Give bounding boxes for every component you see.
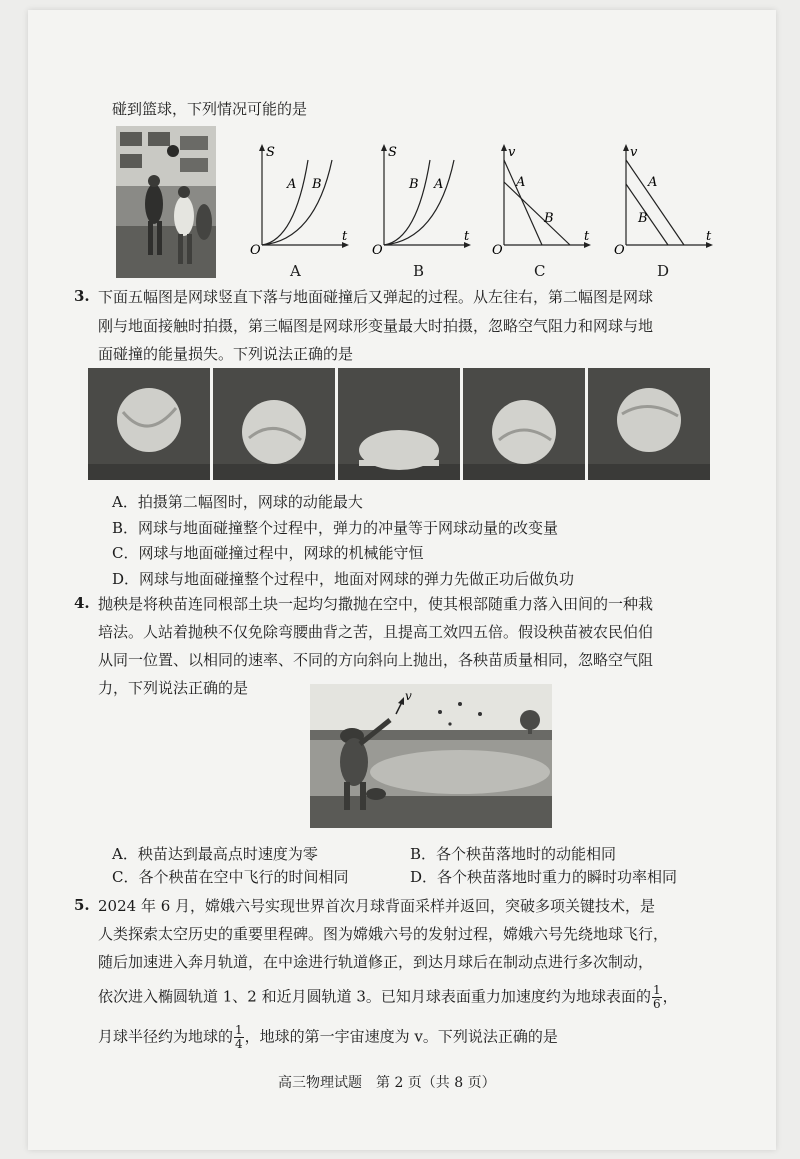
q3-option-b: B．网球与地面碰撞整个过程中，弹力的冲量等于网球动量的改变量 [112,519,559,537]
graph-c-label: C [534,262,546,280]
graph-a-axis-y: S [266,145,275,160]
photo-velocity-label: v [405,689,412,703]
q5-text-line1: 2024 年 6 月，嫦娥六号实现世界首次月球背面采样并返回，突破多项关键技术，是 [98,897,656,915]
q3-number: 3. [74,287,90,305]
q4-option-b: B．各个秧苗落地时的动能相同 [410,845,617,863]
graph-b-label: B [413,262,425,280]
q5-line5-start: 月球半径约为地球的 [98,1027,234,1046]
tennis-frame-2 [213,368,335,480]
q3-text-line2: 刚与地面接触时拍摄，第三幅图是网球形变量最大时拍摄，忽略空气阻力和网球与地 [98,317,654,335]
graph-a-axis-x: t [342,229,348,244]
q3-option-a: A．拍摄第二幅图时，网球的动能最大 [112,493,363,511]
graph-c-axis-y: v [508,145,516,160]
q3-option-d: D．网球与地面碰撞整个过程中，地面对网球的弹力先做正功后做负功 [112,570,575,588]
q4-option-c: C．各个秧苗在空中飞行的时间相同 [112,868,349,886]
fraction-one-sixth-den: 6 [652,997,661,1011]
graph-a [250,140,350,255]
graph-d-axis-y: v [630,145,638,160]
fraction-one-quarter-num: 1 [235,1023,243,1037]
graph-c [492,140,592,255]
graph-c-axis-x: t [584,229,590,244]
q4-text-line3: 从同一位置、以相同的速率、不同的方向斜向上抛出，各秧苗质量相同，忽略空气阻 [98,651,654,669]
graph-d-curve2: B [638,211,648,226]
q4-number: 4. [74,594,90,612]
q5-text-line3: 随后加速进入奔月轨道，在中途进行轨道修正，到达月球后在制动点进行多次制动， [98,953,654,971]
graph-b-axis-y: S [388,145,397,160]
graph-a-label: A [290,262,301,280]
q5-text-line5 [98,1024,558,1051]
q5-number: 5. [74,896,90,914]
graph-b-curve1: B [409,177,419,192]
q4-text-line4: 力，下列说法正确的是 [98,679,249,697]
graph-c-curve1: A [516,175,526,190]
q3-text-line3: 面碰撞的能量损失。下列说法正确的是 [98,345,354,363]
graph-b-curve2: A [434,177,444,192]
graph-b [372,140,472,255]
q5-line5-end: ，地球的第一宇宙速度为 v。下列说法正确的是 [244,1027,558,1046]
graph-a-curve2: B [312,177,322,192]
q2-tail-text: 碰到篮球，下列情况可能的是 [112,100,308,118]
q4-option-d: D．各个秧苗落地时重力的瞬时功率相同 [410,868,678,886]
fraction-one-quarter [234,1024,244,1051]
graph-d-origin: O [614,243,625,255]
graph-b-origin: O [372,243,383,255]
page-footer: 高三物理试题 第 2 页（共 8 页） [278,1075,496,1091]
tennis-frame-1 [88,368,210,480]
q4-text-line2: 培法。人站着抛秧不仅免除弯腰曲背之苦，且提高工效四五倍。假设秧苗被农民伯伯 [98,623,654,641]
tennis-frame-5 [588,368,710,480]
q5-text-line2: 人类探索太空历史的重要里程碑。图为嫦娥六号的发射过程，嫦娥六号先绕地球飞行， [98,925,669,943]
fraction-one-sixth-num: 1 [652,983,661,997]
q4-text-line1: 抛秧是将秧苗连同根部土块一起均匀撒抛在空中，使其根部随重力落入田间的一种栽 [98,595,654,613]
q4-option-a: A．秧苗达到最高点时速度为零 [112,845,318,863]
graph-d-label: D [657,262,670,280]
graph-c-origin: O [492,243,503,255]
graph-a-origin: O [250,243,261,255]
rice-throwing-photo [310,684,552,828]
graph-d [614,140,714,255]
graph-d-axis-x: t [706,229,712,244]
graph-a-curve1: A [287,177,297,192]
q5-line4-text: 依次进入椭圆轨道 1、2 和近月圆轨道 3。已知月球表面重力加速度约为地球表面的 [98,987,651,1006]
q3-text-line1: 下面五幅图是网球竖直下落与地面碰撞后又弹起的过程。从左往右，第二幅图是网球 [98,288,654,306]
tennis-frame-3 [338,368,460,480]
fraction-one-quarter-den: 4 [235,1037,243,1051]
q3-option-c: C．网球与地面碰撞过程中，网球的机械能守恒 [112,544,424,562]
basketball-photo [116,126,216,278]
q5-text-line4 [98,984,678,1011]
graph-d-curve1: A [648,175,658,190]
graph-b-axis-x: t [464,229,470,244]
tennis-frame-4 [463,368,585,480]
graph-c-curve2: B [544,211,554,226]
fraction-one-sixth [652,984,662,1011]
q5-line4-end: ， [662,987,678,1006]
